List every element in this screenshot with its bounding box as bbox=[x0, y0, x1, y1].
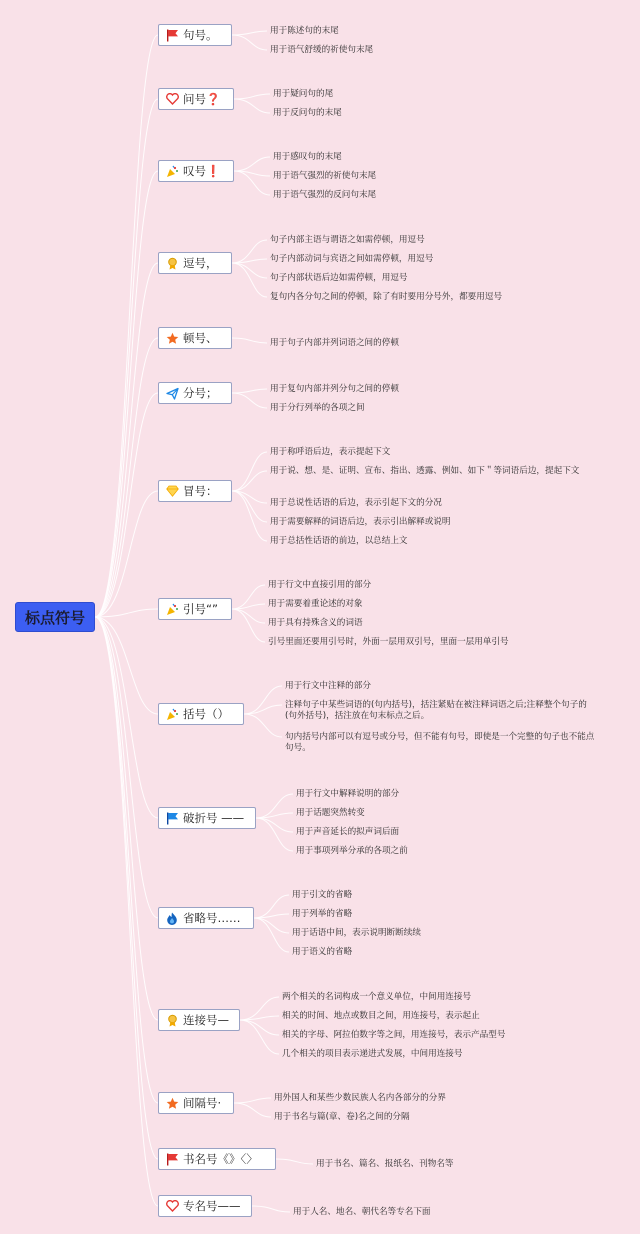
leaf-connector bbox=[232, 35, 267, 50]
subtopic-text[interactable]: 句子内部动词与宾语之间如需停顿，用逗号 bbox=[270, 254, 434, 264]
subtopic-text[interactable]: 用于行文中直接引用的部分 bbox=[268, 580, 372, 590]
leaf-connector bbox=[254, 914, 289, 918]
leaf-connector bbox=[234, 99, 270, 113]
root-title: 标点符号 bbox=[24, 608, 85, 627]
topic-label: 叹号❗ bbox=[183, 164, 221, 178]
topic-node-7[interactable] bbox=[158, 480, 232, 502]
topic-label: 书名号《》〈〉 bbox=[183, 1152, 258, 1166]
heart-icon bbox=[165, 1199, 179, 1213]
topic-node-9[interactable] bbox=[158, 703, 244, 725]
leaf-connector bbox=[232, 263, 267, 297]
topic-label: 问号❓ bbox=[183, 92, 221, 106]
heart-icon bbox=[165, 92, 179, 106]
subtopic-text[interactable]: 用于感叹句的末尾 bbox=[273, 152, 342, 162]
leaf-connector bbox=[256, 818, 293, 832]
topic-node-10[interactable] bbox=[158, 807, 256, 829]
subtopic-text[interactable]: 用于行文中注释的部分 bbox=[285, 681, 371, 691]
leaf-connector bbox=[254, 918, 289, 952]
subtopic-text[interactable]: 用于事项列举分承的各项之前 bbox=[296, 846, 408, 856]
leaf-connector bbox=[256, 818, 293, 851]
topic-label: 间隔号· bbox=[183, 1096, 222, 1110]
leaf-connector bbox=[232, 259, 267, 263]
star-icon bbox=[165, 1096, 179, 1110]
paper-plane-icon bbox=[165, 386, 179, 400]
party-popper-icon bbox=[165, 602, 179, 616]
topic-label: 引号“” bbox=[183, 602, 218, 616]
leaf-connector bbox=[244, 714, 282, 737]
blue-flag-icon bbox=[165, 811, 179, 825]
subtopic-text[interactable]: 用于句子内部并列词语之间的停顿 bbox=[270, 338, 399, 348]
subtopic-text[interactable]: 用于分行列举的各项之间 bbox=[270, 403, 365, 413]
subtopic-text[interactable]: 句子内部状语后边如需停顿，用逗号 bbox=[270, 273, 408, 283]
leaf-connector bbox=[252, 1206, 290, 1212]
topic-node-3[interactable] bbox=[158, 160, 234, 182]
subtopic-text[interactable]: 用于需要解释的词语后边，表示引出解释或说明 bbox=[270, 517, 451, 527]
subtopic-text[interactable]: 用于话题突然转变 bbox=[296, 808, 365, 818]
party-popper-icon bbox=[165, 707, 179, 721]
star-icon bbox=[165, 331, 179, 345]
leaf-connector bbox=[240, 1020, 279, 1054]
topic-node-13[interactable] bbox=[158, 1092, 234, 1114]
branch-connector bbox=[95, 338, 158, 617]
topic-label: 专名号—— bbox=[183, 1199, 241, 1213]
topic-node-12[interactable] bbox=[158, 1009, 240, 1031]
fire-icon bbox=[165, 911, 179, 925]
red-flag-icon bbox=[165, 28, 179, 42]
subtopic-text[interactable]: 用于话语中间，表示说明断断续续 bbox=[292, 928, 421, 938]
leaf-connector bbox=[234, 1103, 271, 1117]
topic-label: 括号（） bbox=[183, 707, 229, 721]
subtopic-text[interactable]: 用于语气强烈的反问句末尾 bbox=[273, 190, 377, 200]
subtopic-text[interactable]: 两个相关的名词构成一个意义单位，中间用连接号 bbox=[282, 992, 472, 1002]
topic-node-6[interactable] bbox=[158, 382, 232, 404]
leaf-connector bbox=[232, 263, 267, 278]
topic-label: 破折号 —— bbox=[183, 811, 245, 825]
topic-label: 逗号， bbox=[183, 256, 218, 270]
subtopic-text[interactable]: 句子内部主语与谓语之如需停顿，用逗号 bbox=[270, 235, 425, 245]
subtopic-text[interactable]: 用于总括性话语的前边，以总结上文 bbox=[270, 536, 408, 546]
branch-connector bbox=[95, 99, 158, 617]
topic-node-15[interactable] bbox=[158, 1195, 252, 1217]
subtopic-text[interactable]: 相关的字母、阿拉伯数字等之间，用连接号，表示产品型号 bbox=[282, 1030, 506, 1040]
subtopic-text[interactable]: 相关的时间、地点或数目之间，用连接号，表示起止 bbox=[282, 1011, 480, 1021]
topic-node-4[interactable] bbox=[158, 252, 232, 274]
subtopic-text[interactable]: 用于具有持殊含义的词语 bbox=[268, 618, 363, 628]
topic-label: 冒号： bbox=[183, 484, 218, 498]
leaf-connector bbox=[276, 1159, 313, 1164]
leaf-connector bbox=[232, 393, 267, 408]
leaf-connector bbox=[232, 31, 267, 35]
subtopic-text[interactable]: 用于引文的省略 bbox=[292, 890, 353, 900]
leaf-connector bbox=[232, 491, 267, 541]
leaf-connector bbox=[232, 609, 265, 642]
subtopic-text[interactable]: 复句内各分句之间的停顿，除了有时要用分号外，都要用逗号 bbox=[270, 292, 503, 302]
subtopic-text[interactable]: 用外国人和某些少数民族人名内各部分的分界 bbox=[274, 1093, 446, 1103]
topic-node-14[interactable] bbox=[158, 1148, 276, 1170]
subtopic-text[interactable]: 用于书名与篇(章、卷)名之间的分隔 bbox=[274, 1112, 410, 1122]
topic-node-2[interactable] bbox=[158, 88, 234, 110]
subtopic-text[interactable]: 用于语气舒缓的祈使句末尾 bbox=[270, 45, 374, 55]
topic-node-1[interactable] bbox=[158, 24, 232, 46]
topic-label: 连接号— bbox=[183, 1013, 229, 1027]
branch-connector bbox=[95, 617, 158, 1103]
branch-connector bbox=[95, 491, 158, 617]
root-topic[interactable] bbox=[15, 602, 95, 632]
leaf-connector bbox=[234, 157, 270, 171]
leaf-connector bbox=[254, 918, 289, 933]
topic-node-8[interactable] bbox=[158, 598, 232, 620]
subtopic-text[interactable]: 用于称呼语后边，表示提起下文 bbox=[270, 447, 391, 457]
leaf-connector bbox=[232, 389, 267, 393]
subtopic-text[interactable]: 引号里面还要用引号时，外面一层用双引号，里面一层用单引号 bbox=[268, 637, 509, 647]
subtopic-text[interactable]: 用于列举的省略 bbox=[292, 909, 353, 919]
subtopic-text[interactable]: 句内括号内部可以有逗号或分号，但不能有句号，即使是一个完整的句子也不能点句号。 bbox=[285, 732, 595, 753]
red-flag-icon bbox=[165, 1152, 179, 1166]
leaf-connector bbox=[232, 609, 265, 623]
subtopic-text[interactable]: 用于说、想、是、证明、宣布、指出、透露、例如、如下＂等词语后边，提起下文 bbox=[270, 466, 580, 476]
diamond-icon bbox=[165, 484, 179, 498]
topic-label: 省略号…… bbox=[183, 911, 241, 925]
medal-icon bbox=[165, 256, 179, 270]
party-popper-icon bbox=[165, 164, 179, 178]
subtopic-text[interactable]: 用于行文中解释说明的部分 bbox=[296, 789, 400, 799]
subtopic-text[interactable]: 用于书名、篇名、报纸名、刊物名等 bbox=[316, 1159, 454, 1169]
leaf-connector bbox=[234, 94, 270, 99]
subtopic-text[interactable]: 用于声音延长的拟声词后面 bbox=[296, 827, 400, 837]
topic-node-5[interactable] bbox=[158, 327, 232, 349]
subtopic-text[interactable]: 用于语义的省略 bbox=[292, 947, 353, 957]
leaf-connector bbox=[256, 794, 293, 818]
leaf-connector bbox=[232, 338, 267, 343]
leaf-connector bbox=[232, 585, 265, 609]
leaf-connector bbox=[244, 705, 282, 714]
subtopic-text[interactable]: 用于疑问句的尾 bbox=[273, 89, 334, 99]
leaf-connector bbox=[234, 171, 270, 195]
subtopic-text[interactable]: 用于语气强烈的祈使句末尾 bbox=[273, 171, 377, 181]
subtopic-text[interactable]: 注释句子中某些词语的(句内括号)，括注紧贴在被注释词语之后;注释整个句子的(句外括号)，括注放在句末标点之后。 bbox=[285, 700, 587, 721]
subtopic-text[interactable]: 用于陈述句的末尾 bbox=[270, 26, 339, 36]
subtopic-text[interactable]: 用于反问句的末尾 bbox=[273, 108, 342, 118]
subtopic-text[interactable]: 用于复句内部并列分句之间的停顿 bbox=[270, 384, 399, 394]
medal-icon bbox=[165, 1013, 179, 1027]
subtopic-text[interactable]: 用于人名、地名、朝代名等专名下面 bbox=[293, 1207, 431, 1217]
subtopic-text[interactable]: 用于总说性话语的后边，表示引起下文的分况 bbox=[270, 498, 442, 508]
topic-label: 顿号、 bbox=[183, 331, 218, 345]
branch-connector bbox=[95, 617, 158, 1159]
leaf-connector bbox=[240, 1016, 279, 1020]
subtopic-text[interactable]: 用于需要着重论述的对象 bbox=[268, 599, 363, 609]
leaf-connector bbox=[240, 1020, 279, 1035]
leaf-connector bbox=[234, 1098, 271, 1103]
topic-label: 句号。 bbox=[183, 28, 218, 42]
topic-node-11[interactable] bbox=[158, 907, 254, 929]
subtopic-text[interactable]: 几个相关的项目表示递进式发展，中间用连接号 bbox=[282, 1049, 463, 1059]
topic-label: 分号； bbox=[183, 386, 218, 400]
